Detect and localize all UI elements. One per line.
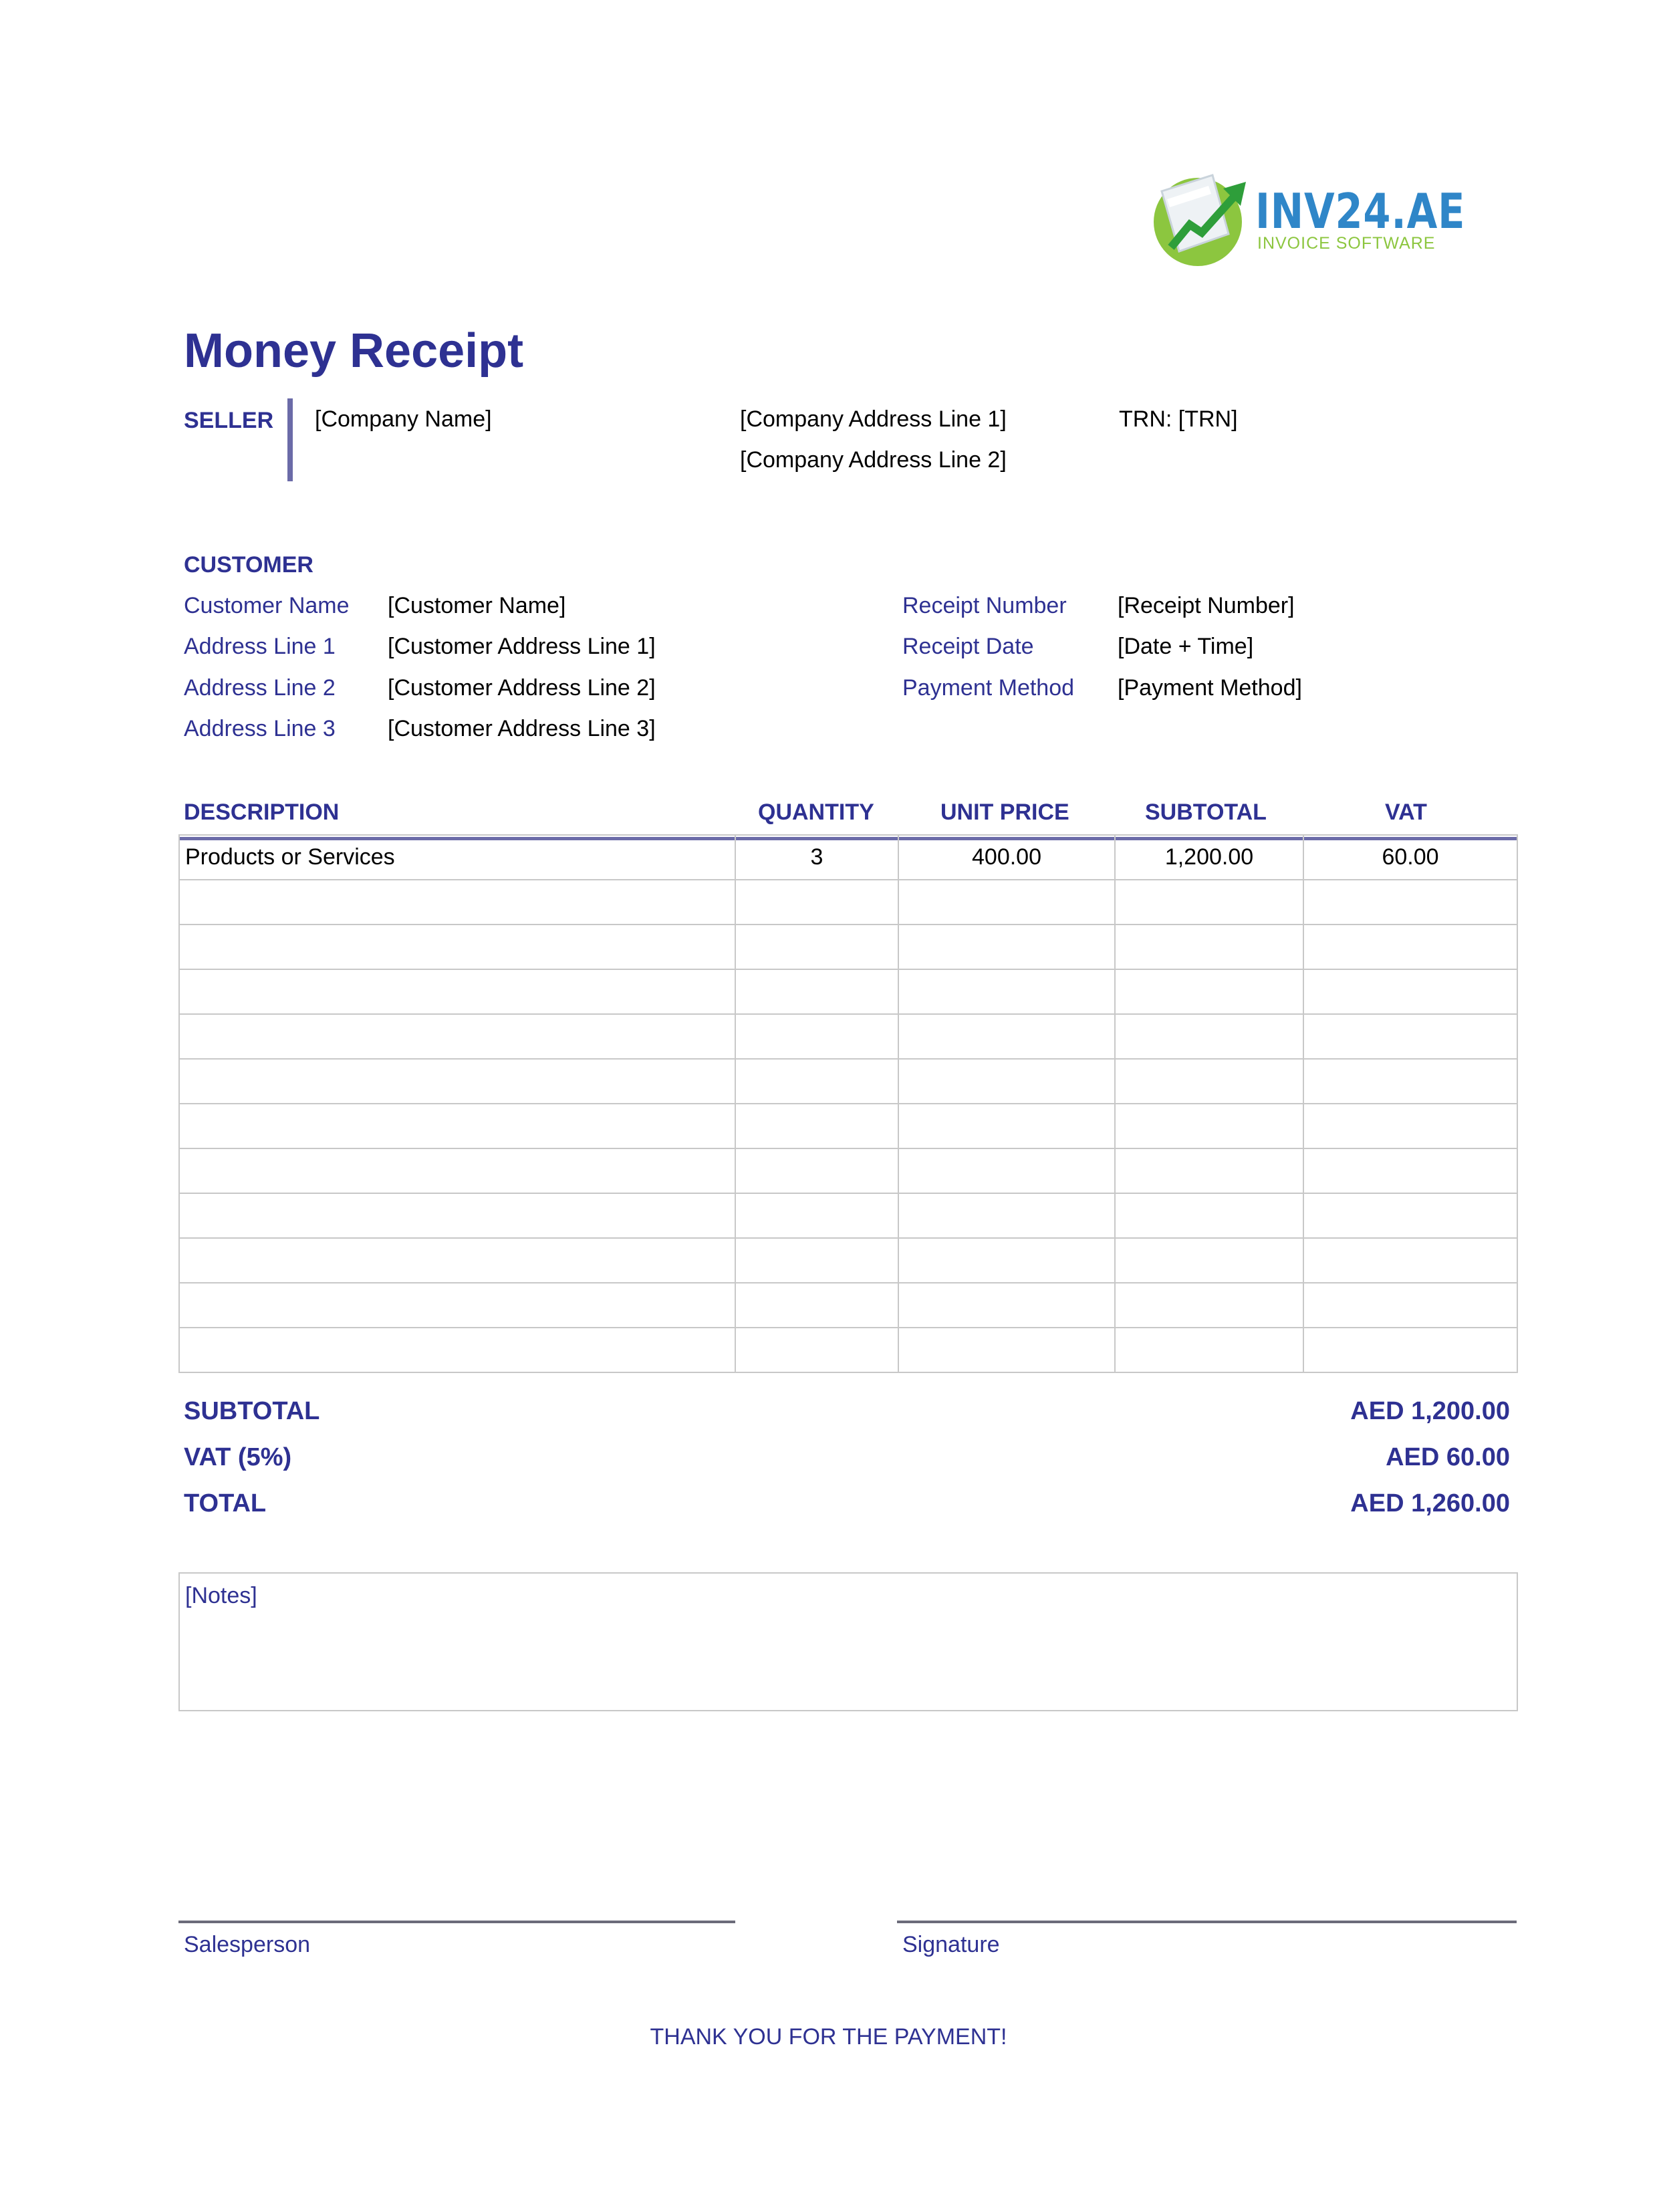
logo-brand-text: INV24.AE — [1255, 183, 1466, 239]
table-row — [179, 1014, 1517, 1059]
table-cell: 1,200.00 — [1115, 835, 1303, 880]
table-cell — [179, 1059, 735, 1104]
page-title: Money Receipt — [184, 324, 524, 378]
customer-name-value: [Customer Name] — [388, 593, 566, 618]
header-subtotal: SUBTOTAL — [1145, 800, 1267, 825]
table-cell — [1303, 925, 1517, 969]
company-logo — [1148, 167, 1469, 274]
receipt-date-label: Receipt Date — [902, 634, 1034, 659]
thank-you-message: THANK YOU FOR THE PAYMENT! — [650, 2024, 1007, 2050]
table-cell — [1303, 1328, 1517, 1372]
total-value: AED 1,260.00 — [1350, 1489, 1510, 1517]
table-cell — [179, 1014, 735, 1059]
table-cell — [1115, 1104, 1303, 1148]
seller-address-line-2: [Company Address Line 2] — [740, 447, 1007, 473]
table-cell — [735, 969, 898, 1014]
table-cell — [1115, 1193, 1303, 1238]
table-cell — [179, 1238, 735, 1283]
table-cell — [1303, 1014, 1517, 1059]
items-table — [178, 834, 1518, 1373]
table-cell — [1303, 969, 1517, 1014]
table-cell: 60.00 — [1303, 835, 1517, 880]
table-row — [179, 1104, 1517, 1148]
header-unit-price: UNIT PRICE — [940, 800, 1069, 825]
seller-trn: TRN: [TRN] — [1119, 406, 1238, 432]
customer-address-3-value: [Customer Address Line 3] — [388, 716, 656, 741]
table-cell — [1303, 1104, 1517, 1148]
signature-label: Signature — [902, 1932, 1000, 1957]
table-cell — [898, 1238, 1115, 1283]
table-cell — [1115, 925, 1303, 969]
subtotal-value: AED 1,200.00 — [1350, 1397, 1510, 1425]
table-cell — [179, 1328, 735, 1372]
table-cell — [898, 1148, 1115, 1193]
seller-address-line-1: [Company Address Line 1] — [740, 406, 1007, 432]
table-cell — [735, 925, 898, 969]
receipt-number-value: [Receipt Number] — [1118, 593, 1295, 618]
table-cell — [735, 1283, 898, 1328]
table-row — [179, 835, 1517, 880]
table-cell: Products or Services — [179, 835, 735, 880]
table-cell — [898, 969, 1115, 1014]
customer-address-2-value: [Customer Address Line 2] — [388, 675, 656, 701]
table-cell — [1303, 1059, 1517, 1104]
table-cell — [179, 880, 735, 925]
customer-address-1-label: Address Line 1 — [184, 634, 336, 659]
table-row — [179, 1193, 1517, 1238]
table-row — [179, 880, 1517, 925]
table-cell — [179, 1193, 735, 1238]
table-cell — [898, 925, 1115, 969]
logo-icon — [1148, 167, 1255, 274]
table-cell — [735, 1193, 898, 1238]
customer-address-1-value: [Customer Address Line 1] — [388, 634, 656, 659]
table-cell — [179, 1283, 735, 1328]
table-cell — [898, 1014, 1115, 1059]
table-cell — [1115, 969, 1303, 1014]
table-cell — [1303, 1148, 1517, 1193]
table-cell — [179, 925, 735, 969]
salesperson-line — [178, 1921, 735, 1923]
table-cell — [179, 1104, 735, 1148]
table-cell — [735, 1014, 898, 1059]
table-cell — [1303, 1238, 1517, 1283]
vat-label: VAT (5%) — [184, 1443, 292, 1471]
table-cell — [179, 1148, 735, 1193]
table-cell — [1303, 1193, 1517, 1238]
payment-method-label: Payment Method — [902, 675, 1075, 701]
header-vat: VAT — [1385, 800, 1427, 825]
table-cell — [898, 1283, 1115, 1328]
table-cell — [1303, 880, 1517, 925]
table-cell — [1115, 1059, 1303, 1104]
salesperson-label: Salesperson — [184, 1932, 311, 1957]
table-cell: 400.00 — [898, 835, 1115, 880]
table-cell — [735, 1238, 898, 1283]
seller-label: SELLER — [184, 408, 274, 433]
table-cell — [1115, 1238, 1303, 1283]
customer-heading: CUSTOMER — [184, 552, 313, 578]
table-cell — [735, 880, 898, 925]
payment-method-value: [Payment Method] — [1118, 675, 1302, 701]
table-cell — [898, 1104, 1115, 1148]
notes-text: [Notes] — [185, 1583, 257, 1608]
table-row — [179, 925, 1517, 969]
logo-tagline: INVOICE SOFTWARE — [1257, 234, 1436, 253]
table-cell — [898, 1059, 1115, 1104]
table-cell — [898, 880, 1115, 925]
table-row — [179, 1283, 1517, 1328]
header-quantity: QUANTITY — [758, 800, 874, 825]
total-label: TOTAL — [184, 1489, 267, 1517]
table-cell — [898, 1328, 1115, 1372]
customer-name-label: Customer Name — [184, 593, 350, 618]
table-cell: 3 — [735, 835, 898, 880]
customer-address-2-label: Address Line 2 — [184, 675, 336, 701]
customer-address-3-label: Address Line 3 — [184, 716, 336, 741]
table-row — [179, 1148, 1517, 1193]
table-row — [179, 1328, 1517, 1372]
signature-line — [897, 1921, 1517, 1923]
table-cell — [898, 1193, 1115, 1238]
seller-company-name: [Company Name] — [315, 406, 492, 432]
receipt-number-label: Receipt Number — [902, 593, 1067, 618]
receipt-date-value: [Date + Time] — [1118, 634, 1254, 659]
seller-divider — [287, 398, 293, 481]
table-cell — [1115, 880, 1303, 925]
table-cell — [1115, 1328, 1303, 1372]
table-cell — [179, 969, 735, 1014]
table-cell — [735, 1148, 898, 1193]
table-cell — [735, 1328, 898, 1372]
table-cell — [1115, 1014, 1303, 1059]
table-cell — [1115, 1283, 1303, 1328]
table-cell — [1303, 1283, 1517, 1328]
table-row — [179, 969, 1517, 1014]
table-cell — [735, 1104, 898, 1148]
subtotal-label: SUBTOTAL — [184, 1397, 320, 1425]
table-row — [179, 1059, 1517, 1104]
table-cell — [735, 1059, 898, 1104]
vat-value: AED 60.00 — [1386, 1443, 1510, 1471]
header-description: DESCRIPTION — [184, 800, 340, 825]
table-cell — [1115, 1148, 1303, 1193]
notes-box[interactable] — [178, 1572, 1518, 1711]
table-row — [179, 1238, 1517, 1283]
